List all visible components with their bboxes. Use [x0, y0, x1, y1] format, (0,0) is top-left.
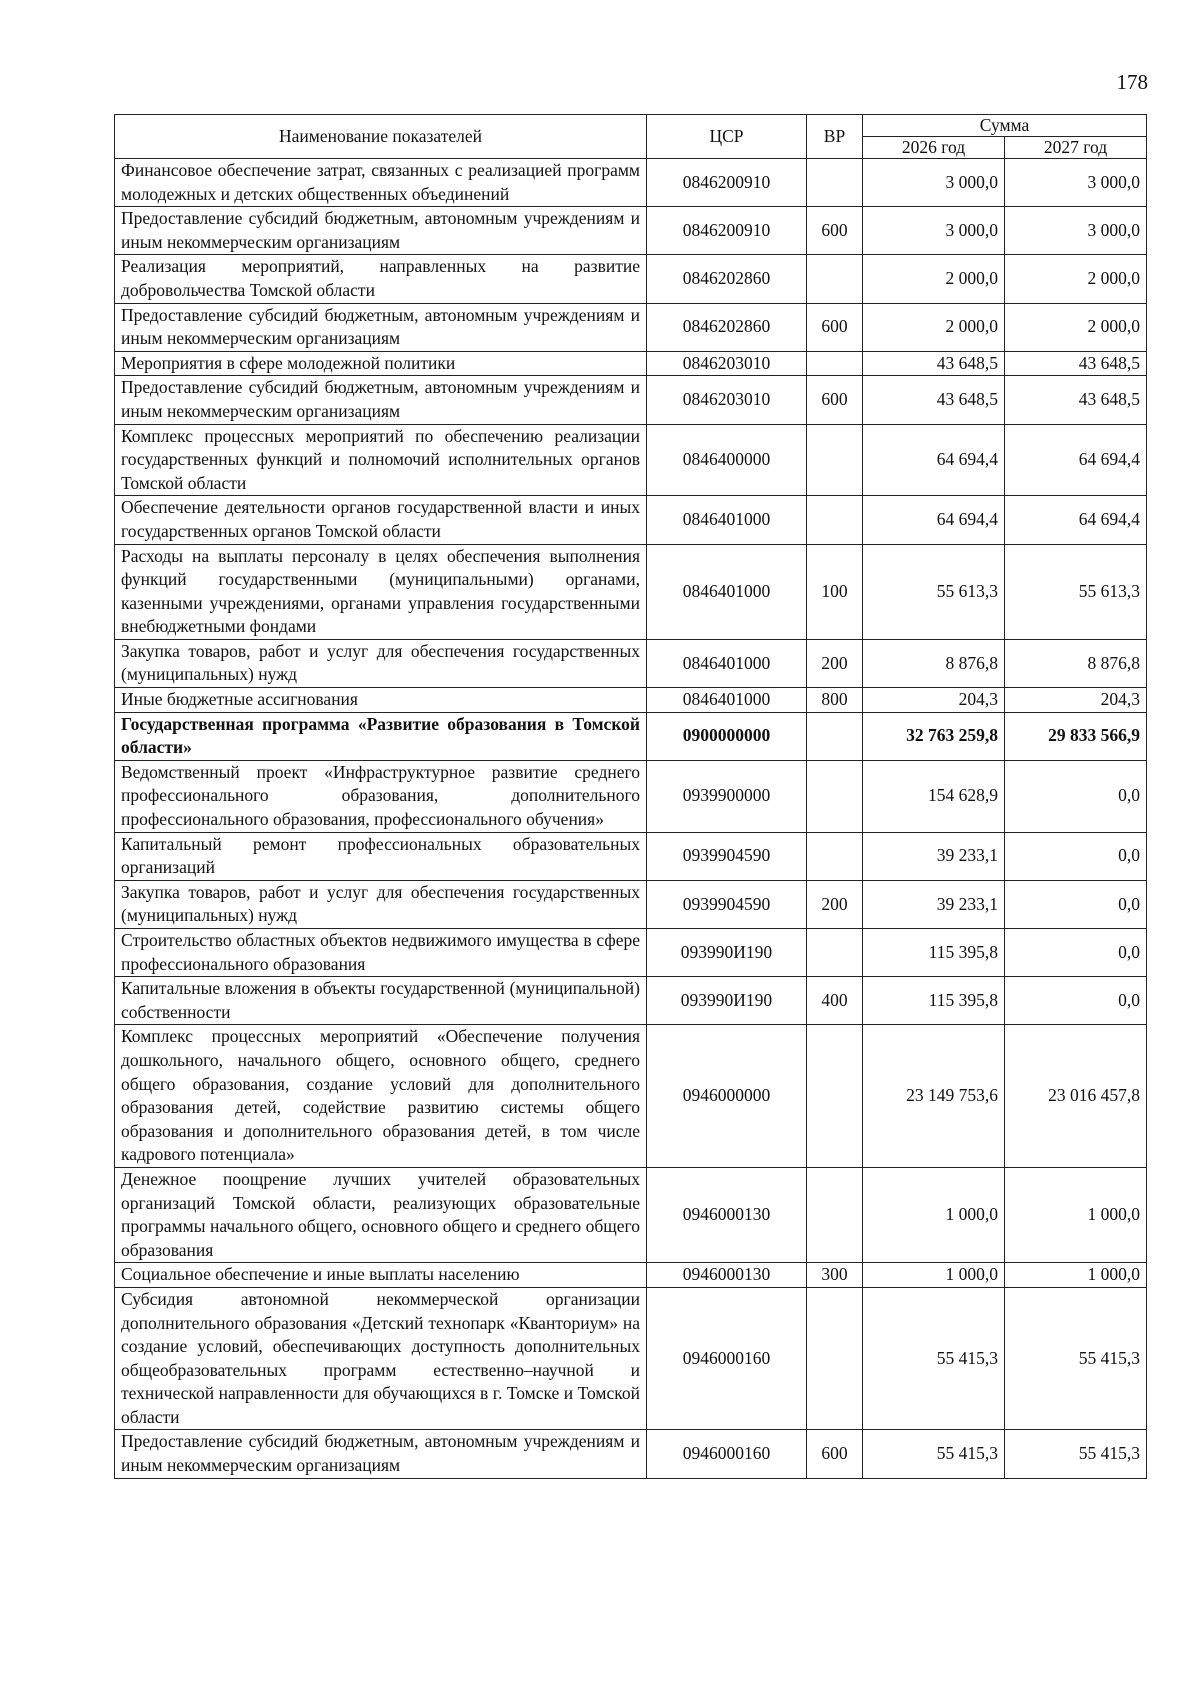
- row-csr-cell: 093990И190: [647, 929, 807, 977]
- row-vr-cell: [807, 351, 863, 376]
- row-name-cell: Социальное обеспечение и иные выплаты населению: [115, 1263, 647, 1288]
- row-csr-cell: 0846203010: [647, 376, 807, 424]
- row-csr-cell: 0946000000: [647, 1025, 807, 1168]
- table-row: [115, 1025, 1147, 1168]
- row-vr-cell: [807, 1025, 863, 1168]
- row-vr-cell: 400: [807, 977, 863, 1025]
- row-csr-cell: 0846202860: [647, 255, 807, 303]
- row-name-cell: Комплекс процессных мероприятий по обеспечению реализации государственных функций и полномочий исполнительных органов Томской области: [115, 424, 647, 496]
- row-sum-2027-cell: 2 000,0: [1005, 303, 1147, 351]
- row-sum-2027-cell: 55 415,3: [1005, 1287, 1147, 1430]
- row-sum-2026-cell: 2 000,0: [863, 255, 1005, 303]
- row-csr-cell: 093990И190: [647, 977, 807, 1025]
- header-csr: ЦСР: [647, 115, 807, 159]
- row-sum-2027-cell: 2 000,0: [1005, 255, 1147, 303]
- header-year-2026: 2026 год: [863, 137, 1005, 159]
- header-sum: Сумма: [863, 115, 1147, 137]
- row-vr-cell: 600: [807, 303, 863, 351]
- row-sum-2026-cell: 204,3: [863, 688, 1005, 713]
- row-vr-cell: [807, 159, 863, 207]
- row-csr-cell: 0939900000: [647, 760, 807, 832]
- row-sum-2026-cell: 39 233,1: [863, 832, 1005, 880]
- row-name-cell: Финансовое обеспечение затрат, связанных с реализацией программ молодежных и детских общественных объединений: [115, 159, 647, 207]
- row-sum-2026-cell: 115 395,8: [863, 977, 1005, 1025]
- row-vr-cell: [807, 832, 863, 880]
- row-sum-2026-cell: 32 763 259,8: [863, 712, 1005, 760]
- row-sum-2026-cell: 3 000,0: [863, 159, 1005, 207]
- table-row: [115, 376, 1147, 424]
- table-row: [115, 639, 1147, 687]
- row-name-cell: Субсидия автономной некоммерческой организации дополнительного образования «Детский технопарк «Кванториум» на создание условий, обеспечивающих доступность дополнительных общеобразовательных программ естественно–научной и технической направленности для обучающихся в г. Томске и Томской области: [115, 1287, 647, 1430]
- row-csr-cell: 0846401000: [647, 639, 807, 687]
- row-csr-cell: 0946000130: [647, 1263, 807, 1288]
- table-body: [115, 159, 1147, 1479]
- row-sum-2027-cell: 64 694,4: [1005, 424, 1147, 496]
- row-sum-2027-cell: 3 000,0: [1005, 207, 1147, 255]
- row-sum-2027-cell: 1 000,0: [1005, 1167, 1147, 1262]
- row-name-cell: Предоставление субсидий бюджетным, автономным учреждениям и иным некоммерческим организациям: [115, 207, 647, 255]
- row-sum-2027-cell: 0,0: [1005, 880, 1147, 928]
- row-sum-2027-cell: 43 648,5: [1005, 351, 1147, 376]
- row-csr-cell: 0846401000: [647, 544, 807, 639]
- row-vr-cell: [807, 1287, 863, 1430]
- row-csr-cell: 0846200910: [647, 207, 807, 255]
- table-row: [115, 1167, 1147, 1262]
- row-sum-2026-cell: 1 000,0: [863, 1167, 1005, 1262]
- page-number: 178: [1116, 70, 1148, 94]
- row-name-cell: Предоставление субсидий бюджетным, автономным учреждениям и иным некоммерческим организациям: [115, 1430, 647, 1478]
- row-vr-cell: 800: [807, 688, 863, 713]
- row-sum-2027-cell: 0,0: [1005, 929, 1147, 977]
- row-sum-2026-cell: 64 694,4: [863, 496, 1005, 544]
- row-sum-2027-cell: 43 648,5: [1005, 376, 1147, 424]
- table-row: [115, 1287, 1147, 1430]
- row-csr-cell: 0846200910: [647, 159, 807, 207]
- row-csr-cell: 0939904590: [647, 880, 807, 928]
- row-sum-2026-cell: 64 694,4: [863, 424, 1005, 496]
- row-csr-cell: 0939904590: [647, 832, 807, 880]
- row-name-cell: Реализация мероприятий, направленных на развитие добровольчества Томской области: [115, 255, 647, 303]
- row-vr-cell: 200: [807, 880, 863, 928]
- row-sum-2026-cell: 55 613,3: [863, 544, 1005, 639]
- row-name-cell: Закупка товаров, работ и услуг для обеспечения государственных (муниципальных) нужд: [115, 639, 647, 687]
- row-name-cell: Расходы на выплаты персоналу в целях обеспечения выполнения функций государственными (муниципальными) органами, казенными учреждениями, органами управления государственными внебюджетными фондами: [115, 544, 647, 639]
- row-name-cell: Государственная программа «Развитие образования в Томской области»: [115, 712, 647, 760]
- row-csr-cell: 0846401000: [647, 496, 807, 544]
- row-vr-cell: 600: [807, 207, 863, 255]
- row-sum-2027-cell: 0,0: [1005, 977, 1147, 1025]
- row-sum-2026-cell: 115 395,8: [863, 929, 1005, 977]
- row-name-cell: Комплекс процессных мероприятий «Обеспечение получения дошкольного, начального общего, основного общего, среднего общего образования, создание условий для дополнительного образования детей, содействие развитию системы общего образования и дополнительного образования детей, в том числе кадрового потенциала»: [115, 1025, 647, 1168]
- table-row: [115, 159, 1147, 207]
- table-row: [115, 303, 1147, 351]
- row-vr-cell: [807, 760, 863, 832]
- row-csr-cell: 0846202860: [647, 303, 807, 351]
- row-name-cell: Мероприятия в сфере молодежной политики: [115, 351, 647, 376]
- row-sum-2027-cell: 23 016 457,8: [1005, 1025, 1147, 1168]
- table-row: [115, 496, 1147, 544]
- row-sum-2026-cell: 23 149 753,6: [863, 1025, 1005, 1168]
- row-name-cell: Иные бюджетные ассигнования: [115, 688, 647, 713]
- row-vr-cell: [807, 712, 863, 760]
- row-sum-2027-cell: 55 415,3: [1005, 1430, 1147, 1478]
- row-sum-2027-cell: 0,0: [1005, 760, 1147, 832]
- header-name: Наименование показателей: [115, 115, 647, 159]
- row-name-cell: Предоставление субсидий бюджетным, автономным учреждениям и иным некоммерческим организациям: [115, 376, 647, 424]
- row-csr-cell: 0946000130: [647, 1167, 807, 1262]
- row-sum-2026-cell: 154 628,9: [863, 760, 1005, 832]
- table-header: [115, 115, 1147, 159]
- header-vr: ВР: [807, 115, 863, 159]
- row-sum-2027-cell: 0,0: [1005, 832, 1147, 880]
- row-vr-cell: 200: [807, 639, 863, 687]
- row-vr-cell: [807, 424, 863, 496]
- row-csr-cell: 0846401000: [647, 688, 807, 713]
- row-name-cell: Обеспечение деятельности органов государственной власти и иных государственных органов Томской области: [115, 496, 647, 544]
- table-row: [115, 760, 1147, 832]
- table-row: [115, 880, 1147, 928]
- row-sum-2027-cell: 204,3: [1005, 688, 1147, 713]
- row-sum-2027-cell: 1 000,0: [1005, 1263, 1147, 1288]
- row-sum-2026-cell: 55 415,3: [863, 1430, 1005, 1478]
- row-sum-2026-cell: 2 000,0: [863, 303, 1005, 351]
- row-csr-cell: 0846400000: [647, 424, 807, 496]
- row-sum-2027-cell: 3 000,0: [1005, 159, 1147, 207]
- row-sum-2027-cell: 64 694,4: [1005, 496, 1147, 544]
- row-name-cell: Денежное поощрение лучших учителей образовательных организаций Томской области, реализующих образовательные программы начального общего, основного общего и среднего общего образования: [115, 1167, 647, 1262]
- budget-table: [114, 114, 1147, 1479]
- row-vr-cell: 100: [807, 544, 863, 639]
- table-row: [115, 207, 1147, 255]
- row-sum-2027-cell: 55 613,3: [1005, 544, 1147, 639]
- table-row: [115, 255, 1147, 303]
- row-sum-2027-cell: 8 876,8: [1005, 639, 1147, 687]
- row-sum-2026-cell: 43 648,5: [863, 376, 1005, 424]
- table-row: [115, 424, 1147, 496]
- table-row: [115, 1263, 1147, 1288]
- table-row: [115, 832, 1147, 880]
- header-year-2027: 2027 год: [1005, 137, 1147, 159]
- row-sum-2026-cell: 39 233,1: [863, 880, 1005, 928]
- row-sum-2027-cell: 29 833 566,9: [1005, 712, 1147, 760]
- row-sum-2026-cell: 3 000,0: [863, 207, 1005, 255]
- row-name-cell: Капитальные вложения в объекты государственной (муниципальной) собственности: [115, 977, 647, 1025]
- row-name-cell: Строительство областных объектов недвижимого имущества в сфере профессионального образования: [115, 929, 647, 977]
- row-vr-cell: [807, 929, 863, 977]
- row-csr-cell: 0946000160: [647, 1287, 807, 1430]
- row-sum-2026-cell: 43 648,5: [863, 351, 1005, 376]
- row-sum-2026-cell: 1 000,0: [863, 1263, 1005, 1288]
- table-row: [115, 977, 1147, 1025]
- row-csr-cell: 0846203010: [647, 351, 807, 376]
- row-name-cell: Капитальный ремонт профессиональных образовательных организаций: [115, 832, 647, 880]
- row-name-cell: Предоставление субсидий бюджетным, автономным учреждениям и иным некоммерческим организациям: [115, 303, 647, 351]
- table-row: [115, 544, 1147, 639]
- row-vr-cell: [807, 255, 863, 303]
- row-vr-cell: [807, 1167, 863, 1262]
- table-row: [115, 929, 1147, 977]
- row-name-cell: Ведомственный проект «Инфраструктурное развитие среднего профессионального образования, дополнительного профессионального образования, профессионального обучения»: [115, 760, 647, 832]
- row-sum-2026-cell: 8 876,8: [863, 639, 1005, 687]
- table-row: [115, 712, 1147, 760]
- row-vr-cell: [807, 496, 863, 544]
- row-vr-cell: 600: [807, 376, 863, 424]
- row-csr-cell: 0900000000: [647, 712, 807, 760]
- row-name-cell: Закупка товаров, работ и услуг для обеспечения государственных (муниципальных) нужд: [115, 880, 647, 928]
- table-row: [115, 688, 1147, 713]
- table-row: [115, 351, 1147, 376]
- row-sum-2026-cell: 55 415,3: [863, 1287, 1005, 1430]
- row-vr-cell: 300: [807, 1263, 863, 1288]
- table-row: [115, 1430, 1147, 1478]
- row-vr-cell: 600: [807, 1430, 863, 1478]
- row-csr-cell: 0946000160: [647, 1430, 807, 1478]
